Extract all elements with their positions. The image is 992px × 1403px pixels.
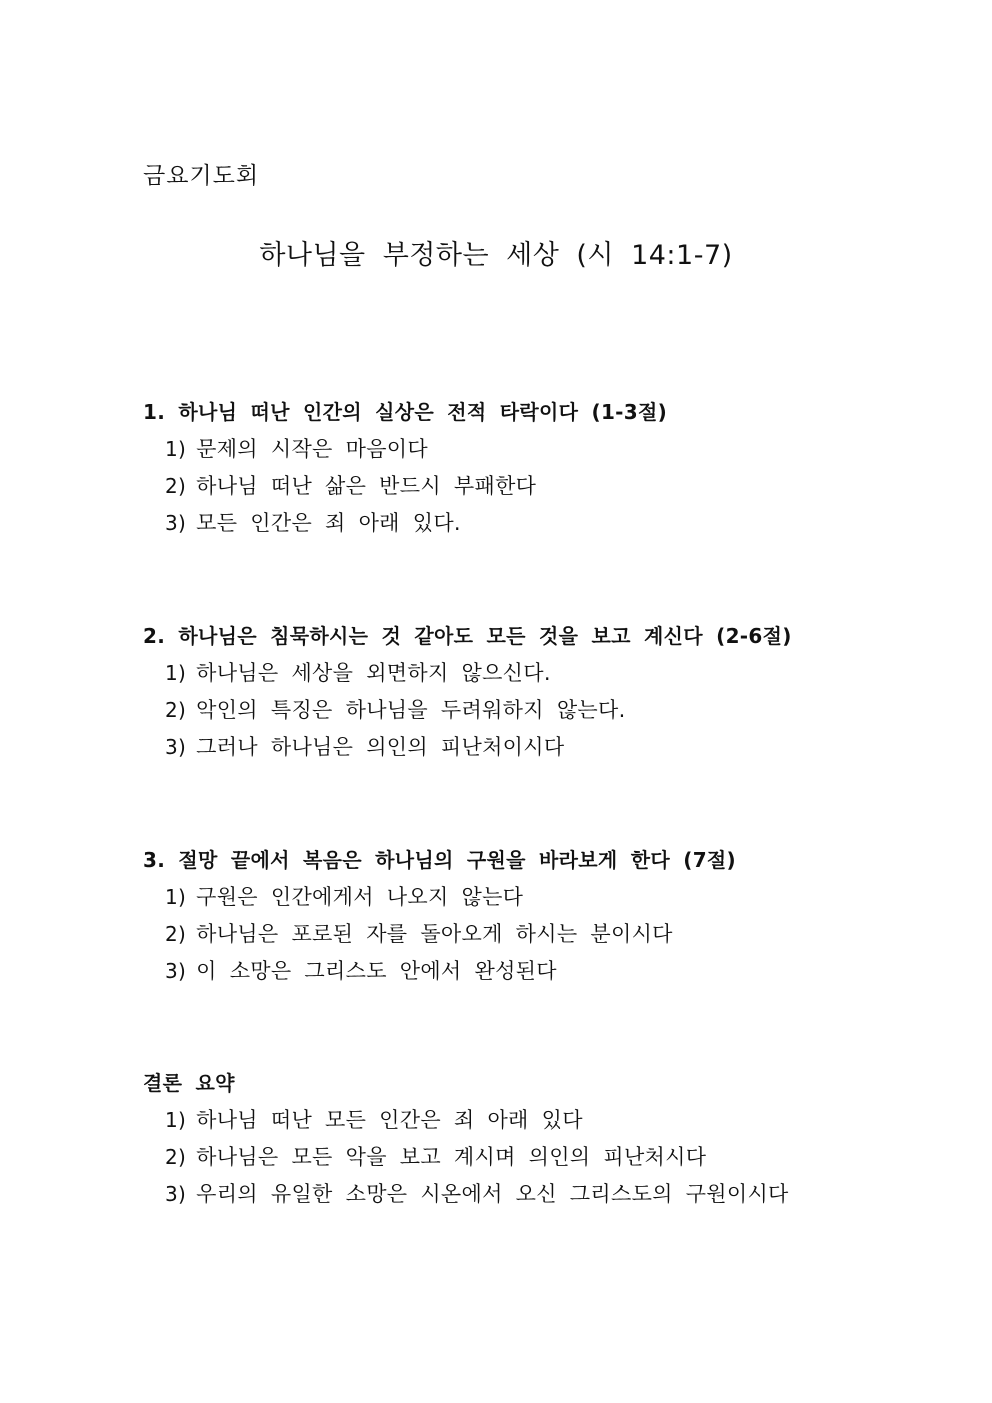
- section-3: [143, 845, 736, 993]
- section-heading-text: 하나님은 침묵하시는 것 같아도 모든 것을 보고 계신다 (2-6절): [178, 624, 792, 648]
- section-heading: [143, 621, 792, 651]
- list-item: [165, 1105, 789, 1135]
- item-marker: 3): [165, 1182, 187, 1206]
- section-number: 2.: [143, 624, 166, 648]
- section-number: 1.: [143, 400, 166, 424]
- item-text: 우리의 유일한 소망은 시온에서 오신 그리스도의 구원이시다: [196, 1182, 789, 1206]
- section-1: [143, 397, 667, 545]
- list-item: [165, 1179, 789, 1209]
- list-item: [165, 508, 667, 538]
- item-marker: 3): [165, 735, 187, 759]
- item-marker: 3): [165, 511, 187, 535]
- list-item: [165, 434, 667, 464]
- list-item: [165, 695, 792, 725]
- section-heading-text: 절망 끝에서 복음은 하나님의 구원을 바라보게 한다 (7절): [178, 848, 736, 872]
- list-item: [165, 471, 667, 501]
- item-marker: 1): [165, 885, 187, 909]
- list-item: [165, 1142, 789, 1172]
- section-2: [143, 621, 792, 769]
- conclusion-heading: 결론 요약: [143, 1071, 235, 1095]
- service-category: 금요기도회: [143, 163, 260, 189]
- section-heading: [143, 845, 736, 875]
- item-marker: 2): [165, 474, 187, 498]
- item-text: 그러나 하나님은 의인의 피난처이시다: [196, 735, 565, 759]
- item-marker: 1): [165, 1108, 187, 1132]
- point-list: [143, 882, 736, 986]
- item-text: 모든 인간은 죄 아래 있다.: [196, 511, 461, 535]
- item-marker: 1): [165, 661, 187, 685]
- item-marker: 2): [165, 698, 187, 722]
- item-text: 하나님 떠난 삶은 반드시 부패한다: [196, 474, 537, 498]
- item-text: 하나님은 모든 악을 보고 계시며 의인의 피난처시다: [196, 1145, 707, 1169]
- item-text: 하나님 떠난 모든 인간은 죄 아래 있다: [196, 1108, 583, 1132]
- conclusion-section: [143, 1068, 789, 1216]
- item-text: 이 소망은 그리스도 안에서 완성된다: [196, 959, 557, 983]
- item-marker: 1): [165, 437, 187, 461]
- section-number: 3.: [143, 848, 166, 872]
- item-text: 구원은 인간에게서 나오지 않는다: [196, 885, 524, 909]
- section-heading: [143, 397, 667, 427]
- list-item: [165, 882, 736, 912]
- list-item: [165, 919, 736, 949]
- item-marker: 3): [165, 959, 187, 983]
- sermon-title: 하나님을 부정하는 세상 (시 14:1-7): [259, 240, 733, 271]
- item-marker: 2): [165, 922, 187, 946]
- item-marker: 2): [165, 1145, 187, 1169]
- section-heading-text: 하나님 떠난 인간의 실상은 전적 타락이다 (1-3절): [178, 400, 668, 424]
- list-item: [165, 658, 792, 688]
- item-text: 문제의 시작은 마음이다: [196, 437, 428, 461]
- point-list: [143, 658, 792, 762]
- point-list: [143, 434, 667, 538]
- list-item: [165, 732, 792, 762]
- item-text: 하나님은 포로된 자를 돌아오게 하시는 분이시다: [196, 922, 673, 946]
- item-text: 악인의 특징은 하나님을 두려워하지 않는다.: [196, 698, 626, 722]
- item-text: 하나님은 세상을 외면하지 않으신다.: [196, 661, 551, 685]
- list-item: [165, 956, 736, 986]
- point-list: [143, 1105, 789, 1209]
